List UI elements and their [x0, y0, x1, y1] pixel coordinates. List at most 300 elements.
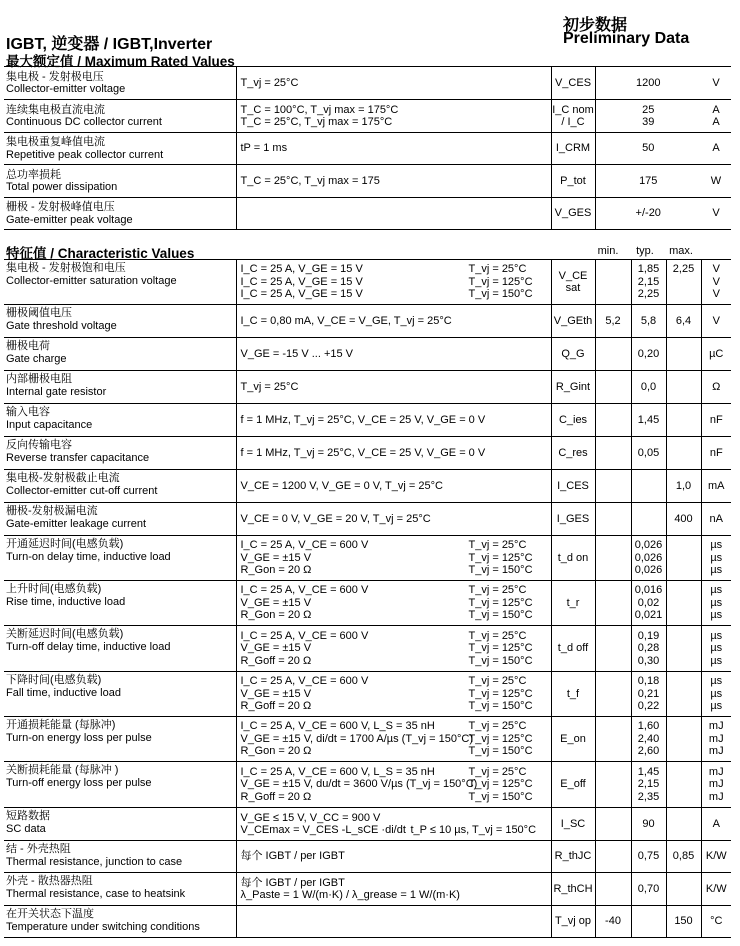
- characteristic-row: [4, 873, 731, 906]
- condition-line: [241, 733, 551, 746]
- unit-line: µs: [710, 700, 723, 713]
- max-value: [666, 305, 701, 338]
- unit: [701, 906, 731, 938]
- symbol: V_CES: [551, 67, 595, 100]
- characteristic-row: [4, 762, 731, 808]
- parameter-name-en: Gate charge: [6, 352, 67, 365]
- condition-text: V_GE = ±15 V, du/dt = 3600 V/µs (T_vj = 150°C): [240, 778, 478, 791]
- junction-temperature: T_vj = 125°C: [468, 732, 533, 745]
- junction-temperature: T_vj = 25°C: [468, 263, 527, 276]
- unit: [701, 762, 731, 808]
- unit-line: µs: [710, 551, 723, 564]
- unit: [701, 198, 731, 230]
- characteristic-row: [4, 470, 731, 503]
- parameter-name: [4, 873, 236, 906]
- condition-text: I_C = 25 A, V_GE = 15 V: [240, 288, 363, 301]
- junction-temperature: T_vj = 25°C: [468, 765, 527, 778]
- symbol: R_thCH: [551, 873, 595, 906]
- unit: [701, 437, 731, 470]
- max-value: [666, 873, 701, 906]
- min-value: [595, 841, 631, 873]
- min-value: [595, 371, 631, 404]
- typ-line: 0,21: [637, 687, 660, 700]
- condition-line: [241, 766, 551, 779]
- typ-value: [631, 404, 666, 437]
- unit-line: µs: [710, 564, 723, 577]
- parameter-name: [4, 260, 236, 305]
- unit: [701, 305, 731, 338]
- characteristic-row: [4, 536, 731, 581]
- parameter-name-en: Turn-off delay time, inductive load: [6, 640, 171, 653]
- max-line: 2,25: [672, 263, 695, 275]
- condition-text: R_Goff = 20 Ω: [240, 654, 312, 667]
- parameter-name-cn: 集电极 - 发射极电压: [6, 70, 104, 83]
- unit-line: V: [712, 207, 720, 220]
- conditions: [236, 133, 551, 165]
- characteristic-row: [4, 338, 731, 371]
- min-line: -40: [605, 915, 621, 928]
- parameter-name-cn: 开通损耗能量 (每脉冲): [6, 719, 116, 731]
- min-value: [595, 437, 631, 470]
- typ-line: 90: [642, 817, 655, 830]
- min-value: [595, 260, 631, 305]
- parameter-name: [4, 437, 236, 470]
- symbol: I_CES: [551, 470, 595, 503]
- unit: [701, 841, 731, 873]
- characteristic-row: [4, 404, 731, 437]
- typ-line: 1,45: [637, 765, 660, 778]
- condition-line: [241, 675, 551, 688]
- typ-line: 2,25: [637, 288, 660, 301]
- symbol: V_GEth: [551, 305, 595, 338]
- condition-text: V_GE = ±15 V: [240, 642, 312, 655]
- condition-text: R_Gon = 20 Ω: [240, 564, 312, 577]
- preliminary-label-cn: 初步数据: [563, 17, 628, 34]
- symbol: I_SC: [551, 808, 595, 841]
- conditions: [236, 503, 551, 536]
- unit: [701, 67, 731, 100]
- junction-temperature: T_vj = 25°C: [468, 584, 527, 597]
- condition-line: [241, 597, 551, 610]
- parameter-name-cn: 在开关状态下温度: [6, 908, 94, 920]
- characteristic-row: [4, 371, 731, 404]
- typ-line: 0,026: [634, 539, 663, 552]
- condition-text: I_C = 25 A, V_CE = 600 V, L_S = 35 nH: [240, 765, 435, 778]
- unit-line: mJ: [708, 765, 724, 778]
- max-rated-row: [4, 67, 731, 100]
- max-value: [666, 808, 701, 841]
- condition-text: f = 1 MHz, T_vj = 25°C, V_CE = 25 V, V_GE = 0 V: [240, 446, 486, 459]
- parameter-name-cn: 下降时间(电感负载): [6, 674, 102, 686]
- junction-temperature: T_vj = 25°C: [468, 629, 527, 642]
- typ-value: [631, 470, 666, 503]
- condition-text: V_GE = ±15 V: [240, 687, 312, 700]
- parameter-name: [4, 536, 236, 581]
- symbol: I_GES: [551, 503, 595, 536]
- typ-line: 0,016: [634, 584, 663, 597]
- unit-line: K/W: [705, 882, 727, 895]
- unit-line: nF: [709, 446, 723, 459]
- condition-line: [241, 539, 551, 552]
- junction-temperature: T_vj = 150°C: [468, 288, 533, 301]
- condition-line: [241, 288, 551, 301]
- parameter-name-cn: 上升时间(电感负载): [6, 583, 102, 595]
- parameter-name-cn: 总功率损耗: [6, 168, 61, 181]
- condition-line: [241, 584, 551, 597]
- min-value: [595, 808, 631, 841]
- parameter-name-cn: 开通延迟时间(电感负载): [6, 538, 124, 550]
- parameter-name-cn: 栅极电荷: [6, 340, 50, 352]
- typ-value: [631, 717, 666, 762]
- conditions: [236, 437, 551, 470]
- unit: [701, 165, 731, 198]
- condition-text: I_C = 25 A, V_CE = 600 V: [240, 584, 369, 597]
- min-value: [595, 717, 631, 762]
- conditions: [236, 165, 551, 198]
- unit: [701, 581, 731, 626]
- characteristic-row: [4, 626, 731, 672]
- typ-line: 0,75: [637, 850, 660, 863]
- value-line: +/-20: [635, 207, 661, 220]
- unit-line: V: [712, 314, 720, 327]
- condition-text: R_Gon = 20 Ω: [240, 609, 312, 622]
- max-value: [666, 906, 701, 938]
- max-value: [666, 371, 701, 404]
- unit-line: V: [712, 263, 720, 276]
- value: [595, 67, 701, 100]
- unit-line: V: [712, 275, 720, 288]
- typ-line: 0,19: [637, 629, 660, 642]
- parameter-name-en: Total power dissipation: [6, 181, 118, 193]
- junction-temperature: T_vj = 25°C: [468, 539, 527, 552]
- symbol: V_CE sat: [551, 260, 595, 305]
- parameter-name-en: Input capacitance: [6, 418, 93, 431]
- parameter-name: [4, 67, 236, 100]
- unit-line: A: [712, 142, 720, 155]
- symbol: I_C nom / I_C: [551, 100, 595, 133]
- condition-text: R_Goff = 20 Ω: [240, 790, 312, 803]
- typ-line: 0,30: [637, 654, 660, 667]
- typ-line: 0,026: [634, 564, 663, 577]
- condition-line: [241, 850, 551, 863]
- max-line: 150: [674, 915, 693, 928]
- min-value: [595, 672, 631, 717]
- typ-line: 5,8: [640, 314, 657, 327]
- min-value: [595, 536, 631, 581]
- conditions: [236, 305, 551, 338]
- typ-line: 0,18: [637, 675, 660, 688]
- unit-line: mJ: [708, 745, 724, 758]
- parameter-name: [4, 503, 236, 536]
- condition-line: [241, 700, 551, 713]
- condition-text: 每个 IGBT / per IGBT: [240, 876, 345, 889]
- conditions: [236, 581, 551, 626]
- parameter-name-en: Gate threshold voltage: [6, 319, 117, 332]
- parameter-name-en: Collector-emitter saturation voltage: [6, 274, 177, 287]
- max-value: [666, 404, 701, 437]
- parameter-name-cn: 栅极 - 发射极峰值电压: [6, 201, 115, 213]
- min-value: [595, 626, 631, 672]
- max-value: [666, 437, 701, 470]
- typ-line: 2,35: [637, 790, 660, 803]
- parameter-name-cn: 栅极阈值电压: [6, 307, 72, 319]
- symbol: E_on: [551, 717, 595, 762]
- condition-line: [241, 655, 551, 668]
- condition-line: [241, 414, 551, 427]
- junction-temperature: T_vj = 25°C: [468, 720, 527, 733]
- junction-temperature: T_vj = 125°C: [468, 275, 533, 288]
- parameter-name: [4, 581, 236, 626]
- parameter-name-cn: 集电极-发射极截止电流: [6, 472, 120, 484]
- junction-temperature: T_vj = 150°C: [468, 609, 533, 622]
- unit: [701, 717, 731, 762]
- conditions: [236, 762, 551, 808]
- condition-line: T_C = 100°C, T_vj max = 175°C: [240, 103, 399, 116]
- typ-value: [631, 371, 666, 404]
- parameter-name-en: Repetitive peak collector current: [6, 148, 164, 161]
- typ-value: [631, 437, 666, 470]
- min-value: [595, 906, 631, 938]
- parameter-name: [4, 470, 236, 503]
- unit-line: °C: [710, 915, 723, 928]
- parameter-name-cn: 集电极重复峰值电流: [6, 136, 105, 148]
- condition-line: [241, 315, 551, 328]
- characteristic-row: [4, 503, 731, 536]
- value-line: 25: [642, 103, 655, 116]
- parameter-name: [4, 717, 236, 762]
- unit-line: W: [710, 174, 722, 187]
- junction-temperature: T_vj = 25°C: [468, 675, 527, 688]
- condition-line: [241, 791, 551, 804]
- unit: [701, 873, 731, 906]
- unit-line: µs: [710, 654, 723, 667]
- value: [595, 133, 701, 165]
- parameter-name: [4, 404, 236, 437]
- typ-line: 0,28: [637, 642, 660, 655]
- symbol: I_CRM: [551, 133, 595, 165]
- min-value: [595, 470, 631, 503]
- characteristic-row: [4, 672, 731, 717]
- parameter-name-cn: 短路数据: [6, 810, 50, 822]
- unit-line: µs: [710, 539, 723, 552]
- parameter-name: [4, 626, 236, 672]
- unit: [701, 404, 731, 437]
- unit-line: mJ: [708, 778, 724, 791]
- typ-line: 1,85: [637, 263, 660, 276]
- typ-value: [631, 305, 666, 338]
- typ-line: 1,60: [637, 720, 660, 733]
- min-value: [595, 404, 631, 437]
- symbol: t_d off: [551, 626, 595, 672]
- unit: [701, 338, 731, 371]
- max-rated-row: [4, 198, 731, 230]
- typ-value: [631, 626, 666, 672]
- condition-line: [241, 609, 551, 622]
- max-value: [666, 717, 701, 762]
- symbol: C_res: [551, 437, 595, 470]
- parameter-name: [4, 371, 236, 404]
- condition-line: [241, 381, 551, 394]
- condition-text: I_C = 25 A, V_GE = 15 V: [240, 263, 363, 276]
- parameter-name-en: Turn-on delay time, inductive load: [6, 550, 171, 563]
- parameter-name-en: Continuous DC collector current: [6, 116, 162, 128]
- parameter-name-en: Fall time, inductive load: [6, 686, 121, 699]
- characteristic-row: [4, 841, 731, 873]
- unit-line: Ω: [712, 380, 721, 393]
- junction-temperature: T_vj = 150°C: [468, 700, 533, 713]
- symbol: E_off: [551, 762, 595, 808]
- condition-text: 每个 IGBT / per IGBT: [240, 850, 345, 863]
- typ-value: [631, 260, 666, 305]
- condition-text: λ_Paste = 1 W/(m·K) / λ_grease = 1 W/(m·K): [240, 889, 460, 901]
- condition-line: [241, 630, 551, 643]
- condition-text: I_C = 25 A, V_CE = 600 V: [240, 675, 369, 688]
- unit: [701, 672, 731, 717]
- unit-line: A: [712, 817, 720, 830]
- value-line: 1200: [636, 76, 661, 89]
- max-rated-row: [4, 133, 731, 165]
- symbol: Q_G: [551, 338, 595, 371]
- characteristic-values-title: 特征值 / Characteristic Values: [6, 246, 195, 261]
- parameter-name-en: Internal gate resistor: [6, 385, 107, 398]
- typ-value: [631, 503, 666, 536]
- conditions: [236, 470, 551, 503]
- max-value: [666, 260, 701, 305]
- unit: [701, 100, 731, 133]
- typ-line: 0,05: [637, 446, 660, 459]
- condition-line: [241, 348, 551, 361]
- condition-text: I_C = 25 A, V_GE = 15 V: [240, 275, 363, 288]
- symbol: C_ies: [551, 404, 595, 437]
- max-line: 1,0: [675, 479, 692, 492]
- parameter-name-en: Rise time, inductive load: [6, 595, 126, 608]
- condition-text: I_C = 25 A, V_CE = 600 V, L_S = 35 nH: [240, 720, 435, 733]
- parameter-name-cn: 关断延迟时间(电感负载): [6, 628, 124, 640]
- junction-temperature: T_vj = 150°C: [468, 745, 533, 758]
- condition-text: I_C = 0,80 mA, V_CE = V_GE, T_vj = 25°C: [240, 314, 452, 327]
- max-value: [666, 536, 701, 581]
- unit-line: A: [712, 116, 720, 128]
- condition-line: [241, 447, 551, 460]
- characteristic-row: [4, 717, 731, 762]
- condition-line: T_C = 25°C, T_vj max = 175: [240, 174, 380, 187]
- unit: [701, 626, 731, 672]
- parameter-name: [4, 305, 236, 338]
- typ-line: 0,026: [634, 551, 663, 564]
- conditions: [236, 906, 551, 938]
- condition-text: V_GE = ±15 V, di/dt = 1700 A/µs (T_vj = 150°C): [240, 732, 474, 745]
- min-value: [595, 338, 631, 371]
- unit: [701, 536, 731, 581]
- condition-line: [241, 480, 551, 493]
- col-header-typ: typ.: [636, 245, 654, 257]
- unit-line: µs: [710, 687, 723, 700]
- parameter-name: [4, 165, 236, 198]
- junction-temperature: t_P ≤ 10 µs, T_vj = 150°C: [410, 824, 537, 836]
- unit-line: V: [712, 288, 720, 301]
- typ-value: [631, 581, 666, 626]
- typ-value: [631, 808, 666, 841]
- parameter-name-cn: 连续集电极直流电流: [6, 103, 105, 116]
- document-title: IGBT, 逆变器 / IGBT,Inverter: [6, 36, 213, 53]
- unit-line: µs: [710, 629, 723, 642]
- max-value: [666, 626, 701, 672]
- condition-text: V_CEmax = V_CES -L_sCE ·di/dt: [240, 824, 406, 836]
- junction-temperature: T_vj = 125°C: [468, 596, 533, 609]
- condition-text: R_Goff = 20 Ω: [240, 700, 312, 713]
- condition-line: [241, 263, 551, 276]
- typ-line: 0,70: [637, 882, 660, 895]
- typ-line: 2,60: [637, 745, 660, 758]
- condition-line: [241, 877, 551, 890]
- parameter-name-cn: 结 - 外壳热阻: [6, 843, 71, 855]
- typ-line: 2,40: [637, 732, 660, 745]
- characteristic-row: [4, 305, 731, 338]
- parameter-name: [4, 133, 236, 165]
- unit-line: µs: [710, 642, 723, 655]
- max-line: 6,4: [675, 314, 692, 327]
- conditions: [236, 371, 551, 404]
- parameter-name-en: Gate-emitter leakage current: [6, 517, 147, 530]
- max-rated-row: [4, 165, 731, 198]
- junction-temperature: T_vj = 125°C: [468, 778, 533, 791]
- condition-line: [241, 720, 551, 733]
- condition-line: [241, 552, 551, 565]
- max-ratings-title: 最大额定值 / Maximum Rated Values: [6, 54, 235, 69]
- typ-line: 0,22: [637, 700, 660, 713]
- col-header-min: min.: [597, 245, 619, 257]
- min-line: 5,2: [605, 314, 621, 327]
- max-line: 400: [674, 512, 693, 525]
- condition-line: [241, 276, 551, 289]
- characteristic-row: [4, 808, 731, 841]
- condition-text: V_CE = 0 V, V_GE = 20 V, T_vj = 25°C: [240, 512, 431, 525]
- symbol: R_Gint: [551, 371, 595, 404]
- typ-line: 0,02: [637, 596, 660, 609]
- value: [595, 165, 701, 198]
- condition-line: [241, 564, 551, 577]
- condition-text: V_GE = ±15 V: [240, 551, 312, 564]
- condition-text: V_CE = 1200 V, V_GE = 0 V, T_vj = 25°C: [240, 479, 443, 492]
- conditions: [236, 626, 551, 672]
- max-line: 0,85: [672, 850, 695, 863]
- junction-temperature: T_vj = 125°C: [468, 687, 533, 700]
- parameter-name: [4, 100, 236, 133]
- unit-line: nA: [709, 512, 723, 525]
- unit-line: µC: [709, 347, 724, 360]
- typ-line: 1,45: [637, 413, 660, 426]
- preliminary-label-en: Preliminary Data: [563, 30, 690, 47]
- unit-line: µs: [710, 584, 723, 597]
- condition-line: tP = 1 ms: [240, 142, 288, 155]
- unit: [701, 503, 731, 536]
- unit-line: mJ: [708, 720, 724, 733]
- max-value: [666, 841, 701, 873]
- unit-line: A: [712, 103, 720, 116]
- characteristic-row: [4, 437, 731, 470]
- typ-value: [631, 873, 666, 906]
- typ-line: 0,20: [637, 347, 660, 360]
- conditions: [236, 841, 551, 873]
- max-rated-table: [4, 66, 731, 230]
- parameter-name: [4, 906, 236, 938]
- unit-line: µs: [710, 675, 723, 688]
- condition-text: R_Gon = 20 Ω: [240, 745, 312, 758]
- parameter-name-en: Thermal resistance, junction to case: [6, 855, 183, 868]
- condition-line: [241, 745, 551, 758]
- junction-temperature: T_vj = 150°C: [468, 790, 533, 803]
- typ-line: 0,0: [640, 380, 657, 393]
